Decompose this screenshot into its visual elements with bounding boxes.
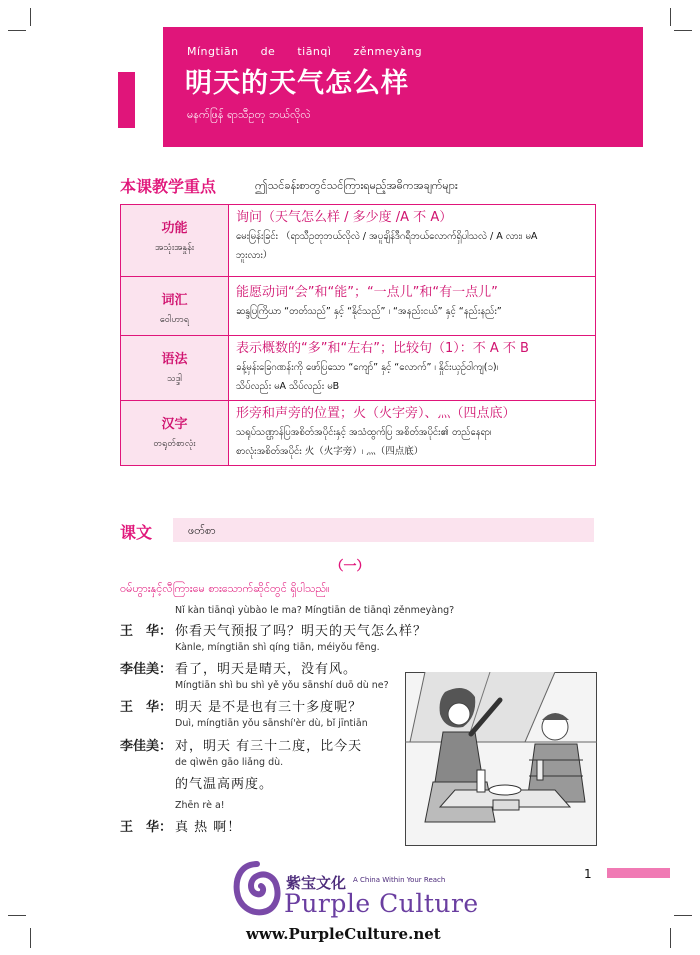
objective-content-burmese: မေးမြန်းခြင်း （ရာသီဥတုဘယ်လိုလဲ / အပူချိန်ဒီဂရီဘယ်လောက်ရှိပါသလဲ / A လား၊ မA: [236, 231, 538, 242]
objective-label-burmese: ဝေါဟာရ: [159, 315, 190, 325]
dialogue-pinyin: Duì, míngtiān yǒu sānshí'èr dù, bǐ jīntiān: [175, 718, 368, 729]
objective-content: 形旁和声旁的位置；火（火字旁）、灬（四点底）: [236, 406, 516, 421]
objective-content-cell: [229, 336, 596, 401]
text-section-heading-burmese: ဖတ်စာ: [188, 524, 216, 537]
dialogue-line: 明天 是不是也有三十多度呢？: [175, 700, 363, 715]
objective-label: 功能: [161, 221, 188, 236]
restaurant-scene-illustration: [405, 672, 597, 846]
objective-label-burmese: တရုတ်စာလုံး: [153, 439, 196, 449]
purple-culture-logo-icon: [233, 860, 281, 918]
objective-content: 询问（天气怎么样 / 多少度 /A 不 A）: [236, 210, 453, 225]
dialogue-line: 你看天气预报了吗？明天的天气怎么样？: [175, 624, 428, 639]
crop-mark: [670, 928, 671, 948]
objectives-heading-burmese: ဤသင်ခန်းစာတွင်သင်ကြားရမည့်အဓိကအချက်များ: [255, 179, 458, 192]
lesson-title-pinyin: Míngtiān de tiānqì zěnmeyàng: [187, 45, 423, 58]
crop-mark: [30, 8, 31, 26]
objective-label: 词汇: [161, 293, 188, 308]
page-number: 1: [584, 867, 592, 881]
objective-row-characters: [121, 401, 596, 466]
crop-mark: [30, 928, 31, 948]
objective-row-grammar: [121, 336, 596, 401]
objective-label-cell: [121, 336, 229, 401]
objective-label-cell: [121, 205, 229, 277]
watermark-chinese: 紫宝文化: [286, 874, 347, 892]
dialogue-pinyin: Kànle, míngtiān shì qíng tiān, méiyǒu fēng.: [175, 642, 380, 653]
dialogue-speaker: 王 华：: [120, 624, 173, 639]
dialogue-speaker: 李佳美：: [120, 662, 173, 677]
objective-content-burmese: သိပ်လည်း မA သိပ်လည်း မB: [236, 381, 340, 392]
objective-content-cell: [229, 401, 596, 466]
watermark-url[interactable]: www.PurpleCulture.net: [246, 925, 441, 943]
objective-label-burmese: အသုံးအနှုန်း: [154, 243, 195, 253]
dialogue-pinyin: de qìwēn gāo liǎng dù.: [175, 757, 284, 768]
objective-label: 语法: [161, 352, 188, 367]
objective-content-burmese: စာလုံးအစိတ်အပိုင်း 火（火字旁）၊ 灬（四点底）: [236, 446, 424, 457]
text-section-bar: [120, 518, 596, 542]
objective-content-burmese: သရုပ်သဏ္ဌာန်ပြအစိတ်အပိုင်းနှင့် အသံထွက်ပြ အစိတ်အပိုင်း၏ တည်နေရာ၊: [236, 427, 492, 438]
crop-mark: [670, 8, 671, 26]
watermark-tagline: A China Within Your Reach: [353, 876, 446, 884]
text-section-band: [173, 518, 594, 542]
lesson-title-burmese: မနက်ဖြန် ရာသီဥတု ဘယ်လိုလဲ: [187, 108, 311, 121]
objective-label-cell: [121, 401, 229, 466]
dialogue-speaker: 王 华：: [120, 820, 173, 835]
dialogue-pinyin: Nǐ kàn tiānqì yùbào le ma? Míngtiān de tiānqì zěnmeyàng?: [175, 605, 455, 616]
crop-mark: [674, 915, 692, 916]
dialogue-speaker: 李佳美：: [120, 739, 173, 754]
objective-row-vocabulary: [121, 277, 596, 336]
text-section-heading: 课文: [120, 523, 153, 542]
scene-description: ဝမ်ဟွားနှင့်လီကြားမေ စားသောက်ဆိုင်တွင် ရှိပါသည်။: [120, 582, 330, 595]
crop-mark: [8, 30, 26, 31]
objectives-heading: 本课教学重点: [120, 177, 217, 196]
text-part-number: （一）: [330, 559, 370, 574]
lesson-title: 明天的天气怎么样: [185, 68, 409, 99]
dialogue-line: 的气温高两度。: [175, 777, 274, 792]
crop-mark: [674, 30, 692, 31]
dialogue-line: 看了，明天是晴天，没有风。: [175, 662, 358, 677]
dialogue-pinyin: Míngtiān shì bu shì yě yǒu sānshí duō dù ne?: [175, 680, 389, 691]
dialogue-speaker: 王 华：: [120, 700, 173, 715]
objective-content-burmese: ခန့်မှန်းခြေဂဏန်းကို ဖော်ပြသော “ကျော်” နှင့် “လောက်” ၊ နှိုင်းယှဉ်ဝါကျ(၁)၊: [236, 362, 499, 373]
objective-label-cell: [121, 277, 229, 336]
watermark-english: Purple Culture: [284, 889, 479, 918]
objectives-table: [120, 204, 596, 466]
objective-content-cell: [229, 205, 596, 277]
lesson-header: [163, 27, 643, 147]
objective-content-burmese: ဘူးလား）: [236, 250, 273, 261]
objective-label: 汉字: [161, 417, 188, 432]
objective-content: 表示概数的“多”和“左右”；比较句（1）：不 A 不 B: [236, 341, 529, 356]
objective-content-cell: [229, 277, 596, 336]
lesson-side-bar: [118, 72, 135, 128]
objective-row-function: [121, 205, 596, 277]
page-number-bar: [607, 868, 670, 878]
dialogue-line: 真 热 啊！: [175, 820, 242, 835]
objective-label-burmese: သဒ္ဒါ: [167, 374, 182, 384]
objective-content-burmese: ဆန္ဒပြကြိယာ “တတ်သည်” နှင့် “နိုင်သည်” ၊ “အနည်းငယ်” နှင့် “နည်းနည်း”: [236, 306, 502, 317]
dialogue-line: 对，明天 有三十二度，比今天: [175, 739, 363, 754]
crop-mark: [8, 915, 26, 916]
objective-content: 能愿动词“会”和“能”；“一点儿”和“有一点儿”: [236, 285, 498, 300]
dialogue-pinyin: Zhēn rè a!: [175, 800, 225, 811]
